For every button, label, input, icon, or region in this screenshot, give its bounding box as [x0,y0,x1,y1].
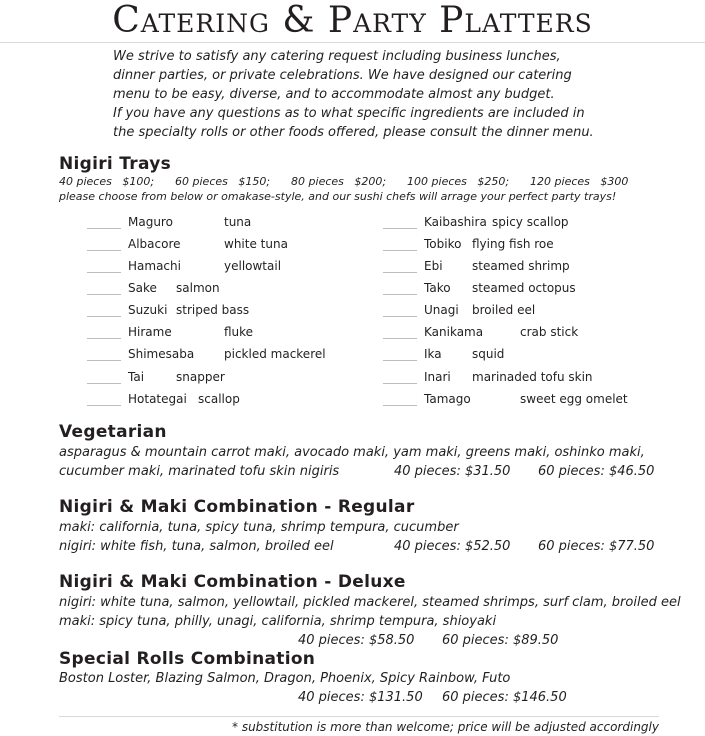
nigiri-item-english: striped bass [176,303,250,317]
page-title: Catering & Party Platters [112,0,593,41]
nigiri-item-english: fluke [224,325,254,339]
check-blank[interactable] [87,228,121,229]
nigiri-item-japanese: Hotategai [128,392,187,406]
check-blank[interactable] [383,272,417,273]
check-blank[interactable] [87,294,121,295]
nigiri-item-japanese: Hamachi [128,259,181,273]
nigiri-item-english: crab stick [520,325,579,339]
nigiri-item-english: pickled mackerel [224,347,326,361]
combo-deluxe-price-40: 40 pieces: $58.50 [298,633,415,648]
check-blank[interactable] [383,316,417,317]
check-blank[interactable] [383,228,417,229]
nigiri-item-japanese: Tobiko [424,237,462,251]
check-blank[interactable] [87,383,121,384]
vegetarian-heading: Vegetarian [59,422,167,442]
intro-line: We strive to satisfy any catering request including business lunches, [113,49,561,64]
combo-deluxe-price-60: 60 pieces: $89.50 [442,633,559,648]
nigiri-item-japanese: Tako [424,281,451,295]
nigiri-item-english: squid [472,347,505,361]
nigiri-item-english: snapper [176,370,225,384]
combo-regular-nigiri: nigiri: white fish, tuna, salmon, broiled eel [59,539,334,554]
nigiri-item-japanese: Kaibashira [424,215,487,229]
nigiri-item-english: white tuna [224,237,288,251]
check-blank[interactable] [383,405,417,406]
nigiri-item-english: sweet egg omelet [520,392,628,406]
nigiri-item-english: spicy scallop [492,215,569,229]
nigiri-item-english: salmon [176,281,220,295]
nigiri-item-japanese: Tamago [424,392,471,406]
nigiri-item-japanese: Hirame [128,325,172,339]
special-rolls-price-40: 40 pieces: $131.50 [298,690,423,705]
combo-regular-price-60: 60 pieces: $77.50 [538,539,655,554]
nigiri-item-japanese: Shimesaba [128,347,195,361]
nigiri-item-japanese: Ebi [424,259,443,273]
nigiri-trays-heading: Nigiri Trays [59,154,172,174]
intro-line: dinner parties, or private celebrations. We have designed our catering [113,68,572,83]
intro-line: the specialty rolls or other foods offered, please consult the dinner menu. [113,125,594,140]
special-rolls-price-60: 60 pieces: $146.50 [442,690,567,705]
combo-regular-price-40: 40 pieces: $52.50 [394,539,511,554]
nigiri-item-japanese: Maguro [128,215,173,229]
check-blank[interactable] [383,383,417,384]
nigiri-item-english: yellowtail [224,259,282,273]
vegetarian-line-1: asparagus & mountain carrot maki, avocado maki, yam maki, greens maki, oshinko maki, [59,445,645,460]
nigiri-item-japanese: Inari [424,370,451,384]
check-blank[interactable] [383,338,417,339]
check-blank[interactable] [87,250,121,251]
nigiri-trays-prices: 40 pieces $100; 60 pieces $150; 80 pieces $200; 100 pieces $250; 120 pieces $300 [59,175,629,188]
vegetarian-price-40: 40 pieces: $31.50 [394,464,511,479]
nigiri-item-english: marinaded tofu skin [472,370,593,384]
check-blank[interactable] [87,405,121,406]
nigiri-item-english: tuna [224,215,252,229]
special-rolls-heading: Special Rolls Combination [59,649,316,669]
vegetarian-price-60: 60 pieces: $46.50 [538,464,655,479]
footnote: * substitution is more than welcome; price will be adjusted accordingly [232,720,659,734]
intro-line: If you have any questions as to what specific ingredients are included in [113,106,585,121]
intro-paragraph [113,47,673,142]
combo-deluxe-maki: maki: spicy tuna, philly, unagi, california, shrimp tempura, shioyaki [59,614,497,629]
check-blank[interactable] [87,316,121,317]
vegetarian-line-2: cucumber maki, marinated tofu skin nigiris [59,464,340,479]
nigiri-item-english: steamed shrimp [472,259,570,273]
nigiri-item-japanese: Sake [128,281,157,295]
nigiri-item-japanese: Kanikama [424,325,484,339]
combo-deluxe-nigiri: nigiri: white tuna, salmon, yellowtail, pickled mackerel, steamed shrimps, surf clam, broiled eel [59,595,681,610]
nigiri-item-japanese: Suzuki [128,303,168,317]
nigiri-item-english: steamed octopus [472,281,576,295]
check-blank[interactable] [87,360,121,361]
check-blank[interactable] [383,360,417,361]
nigiri-item-japanese: Tai [128,370,145,384]
check-blank[interactable] [87,338,121,339]
footer-divider [59,716,659,717]
nigiri-item-english: flying fish roe [472,237,554,251]
check-blank[interactable] [383,294,417,295]
combo-regular-maki: maki: california, tuna, spicy tuna, shrimp tempura, cucumber [59,520,459,535]
nigiri-item-japanese: Unagi [424,303,459,317]
nigiri-item-english: scallop [198,392,240,406]
combo-deluxe-heading: Nigiri & Maki Combination - Deluxe [59,572,406,592]
combo-regular-heading: Nigiri & Maki Combination - Regular [59,497,415,517]
special-rolls-line: Boston Loster, Blazing Salmon, Dragon, Phoenix, Spicy Rainbow, Futo [59,671,511,686]
nigiri-item-japanese: Ika [424,347,442,361]
nigiri-item-japanese: Albacore [128,237,181,251]
check-blank[interactable] [383,250,417,251]
intro-line: menu to be easy, diverse, and to accommodate almost any budget. [113,87,555,102]
title-divider [0,42,705,43]
nigiri-item-english: broiled eel [472,303,536,317]
check-blank[interactable] [87,272,121,273]
nigiri-trays-note: please choose from below or omakase-style, and our sushi chefs will arrage your perfect party trays! [59,190,617,203]
